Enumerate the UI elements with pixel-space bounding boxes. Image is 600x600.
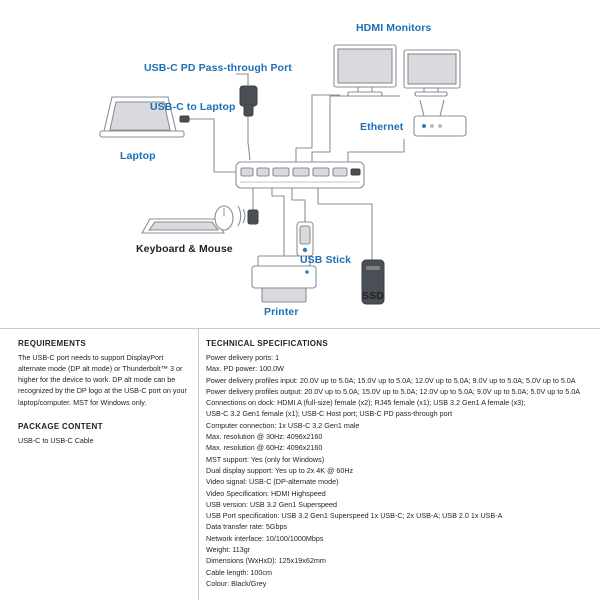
technical-specifications-title: TECHNICAL SPECIFICATIONS — [206, 339, 329, 348]
spec-item: Max. PD power: 100.0W — [206, 364, 284, 374]
requirements-text: The USB-C port needs to support DisplayPort alternate mode (DP alt mode) or Thunderbolt™ 3 or higher for the device to work. DP alt mode can be recognized by the DP logo at the USB-C port on your laptop/computer. MST for Windows only. — [18, 353, 187, 407]
spec-item: Dimensions (WxHxD): 125x19x62mm — [206, 556, 326, 566]
usb-stick-illustration — [297, 222, 313, 256]
label-usb-c-pd-passthrough-port: USB-C PD Pass-through Port — [144, 62, 292, 74]
package-content-text: USB-C to USB-C Cable — [18, 435, 94, 445]
hdmi-monitor-1-illustration — [334, 45, 396, 96]
package-content-title: PACKAGE CONTENT — [18, 421, 103, 431]
usb-c-pd-connector-illustration — [236, 74, 257, 116]
spec-item: Network interface: 10/100/1000Mbps — [206, 533, 324, 543]
label-laptop: Laptop — [120, 150, 156, 162]
specifications-panel — [0, 328, 600, 600]
spec-item: MST support: Yes (only for Windows) — [206, 454, 325, 464]
left-column — [18, 339, 190, 446]
spec-item: Max. resolution @ 30Hz: 4096x2160 — [206, 432, 323, 442]
spec-item: Colour: Black/Grey — [206, 578, 267, 588]
keyboard-mouse-illustration — [142, 206, 258, 233]
spec-item: USB Port specification: USB 3.2 Gen1 Superspeed 1x USB-C; 2x USB-A; USB 2.0 1x USB-A — [206, 511, 503, 521]
label-printer: Printer — [264, 306, 299, 318]
spec-item: USB version: USB 3.2 Gen1 Superspeed — [206, 499, 338, 509]
requirements-title: REQUIREMENTS — [18, 339, 87, 348]
label-hdmi-monitors: HDMI Monitors — [356, 22, 432, 34]
hdmi-monitor-2-illustration — [404, 50, 460, 96]
spec-item: Cable length: 100cm — [206, 567, 272, 577]
column-divider — [198, 329, 199, 600]
spec-item: Power delivery profiles input: 20.0V up to 5.0A; 15.0V up to 5.0A; 12.0V up to 5.0A; 9.0V up to 5.0A; 5.0V up to 5.0A — [206, 375, 576, 385]
label-ssd: SSD — [362, 290, 384, 302]
right-column — [206, 339, 586, 589]
spec-item: Weight: 113gr — [206, 545, 251, 555]
label-usb-c-to-laptop: USB-C to Laptop — [150, 101, 236, 113]
spec-item: Power delivery ports: 1 — [206, 353, 280, 362]
spec-item: Max. resolution @ 60Hz: 4096x2160 — [206, 443, 323, 453]
spec-item: Computer connection: 1x USB-C 3.2 Gen1 male — [206, 420, 360, 430]
label-usb-stick: USB Stick — [300, 254, 352, 266]
spec-item: USB-C 3.2 Gen1 female (x1); USB-C Host port; USB-C PD pass-through port — [206, 409, 453, 419]
label-keyboard-mouse: Keyboard & Mouse — [136, 243, 233, 255]
spec-item: Connections on dock: HDMI A (full-size) female (x2); RJ45 female (x1); USB 3.2 Gen1 A female (x3); — [206, 398, 526, 408]
usb-c-dock-illustration — [236, 162, 364, 188]
spec-item: Power delivery profiles output: 20.0V up to 5.0A; 15.0V up to 5.0A; 12.0V up to 5.0A; 9.0V up to 5.0A; 5.0V up to 5.0A — [206, 386, 580, 396]
technical-specifications-list — [206, 352, 586, 589]
spec-item: Video Specification: HDMI Highspeed — [206, 488, 326, 498]
spec-item: Video signal: USB-C (DP-alternate mode) — [206, 477, 339, 487]
router-illustration — [414, 100, 466, 136]
spec-item: Dual display support: Yes up to 2x 4K @ 60Hz — [206, 465, 354, 475]
label-ethernet: Ethernet — [360, 121, 404, 133]
spec-item: Data transfer rate: 5Gbps — [206, 522, 288, 532]
